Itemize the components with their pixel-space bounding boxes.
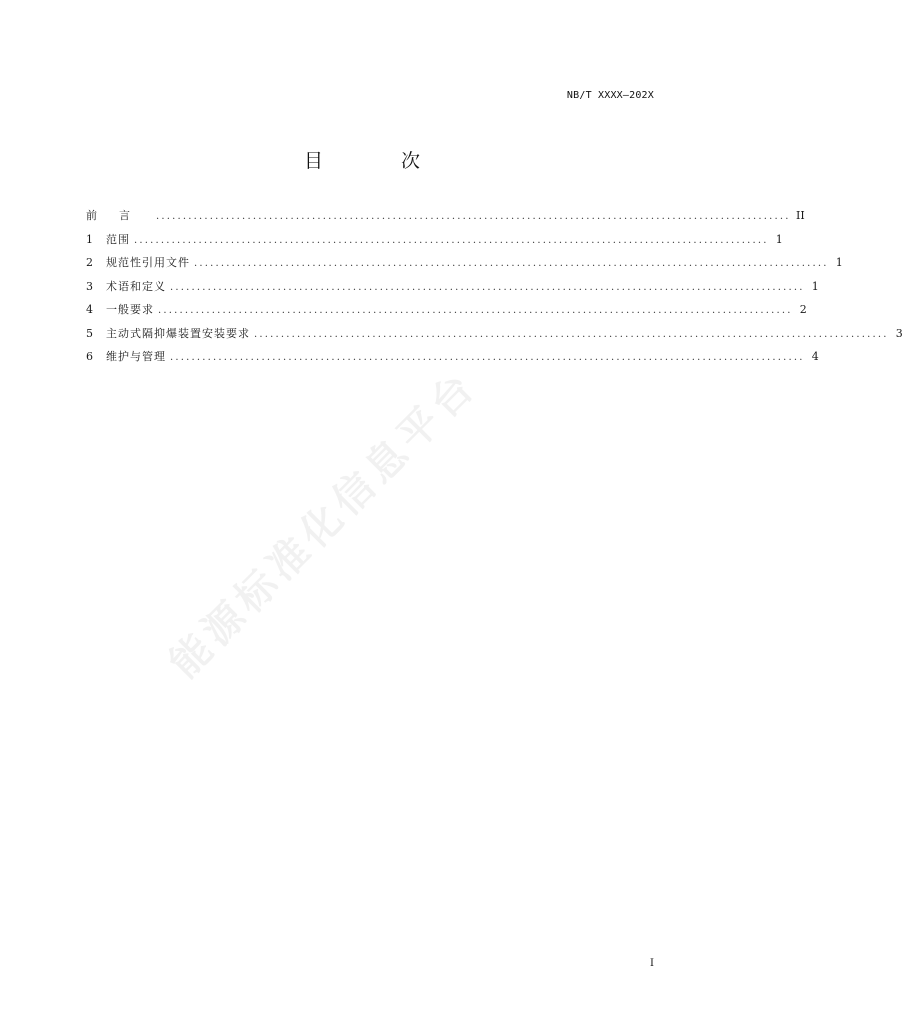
toc-leader-dots: ...................................................................................................................... bbox=[158, 305, 793, 316]
toc-entry-label: 一般要求 bbox=[106, 303, 154, 316]
toc-entry-number: 4 bbox=[86, 303, 93, 316]
toc-entry-foreword[interactable] bbox=[86, 204, 805, 228]
toc-leader-dots: ...................................................................................................................... bbox=[170, 352, 805, 363]
toc-entry-number: 6 bbox=[86, 350, 93, 363]
watermark: 能源标准化信息平台 bbox=[161, 361, 487, 688]
toc-entry-installation-requirements[interactable] bbox=[86, 322, 903, 346]
toc-entry-scope[interactable] bbox=[86, 228, 783, 252]
page-number: I bbox=[650, 958, 654, 969]
toc-entry-label: 维护与管理 bbox=[106, 350, 166, 363]
toc-entry-label: 主动式隔抑爆装置安装要求 bbox=[106, 326, 250, 340]
toc-entry-maintenance[interactable] bbox=[86, 345, 819, 369]
toc-entry-number: 5 bbox=[86, 326, 93, 340]
toc-leader-dots: ...................................................................................................................... bbox=[170, 281, 805, 293]
toc-entry-terms-definitions[interactable] bbox=[86, 275, 819, 299]
toc-entry-label: 前言 bbox=[86, 209, 152, 222]
toc-entry-label: 规范性引用文件 bbox=[106, 256, 190, 269]
toc-entry-label: 术语和定义 bbox=[106, 279, 166, 293]
toc-entry-page: 2 bbox=[799, 303, 807, 316]
standard-code: NB/T XXXX—202X bbox=[566, 90, 654, 101]
toc-entry-page: II bbox=[795, 209, 805, 222]
toc-entry-general-requirements[interactable] bbox=[86, 298, 807, 322]
toc-entry-label: 范围 bbox=[106, 232, 130, 246]
toc-title: 目 次 bbox=[303, 150, 457, 172]
toc-entry-normative-references[interactable] bbox=[86, 251, 843, 275]
toc-entry-number: 3 bbox=[86, 279, 93, 293]
toc-entry-number: 2 bbox=[86, 256, 93, 269]
toc-entry-page: 1 bbox=[835, 256, 843, 269]
toc-entry-page: 4 bbox=[811, 350, 819, 363]
table-of-contents bbox=[86, 204, 903, 369]
toc-leader-dots: ...................................................................................................................... bbox=[156, 211, 791, 222]
toc-leader-dots: ...................................................................................................................... bbox=[194, 258, 829, 269]
toc-entry-page: 1 bbox=[811, 279, 819, 293]
toc-leader-dots: ...................................................................................................................... bbox=[134, 234, 769, 246]
toc-entry-number: 1 bbox=[86, 232, 93, 246]
toc-entry-page: 3 bbox=[895, 326, 903, 340]
toc-leader-dots: ...................................................................................................................... bbox=[254, 328, 889, 340]
toc-entry-page: 1 bbox=[775, 232, 783, 246]
